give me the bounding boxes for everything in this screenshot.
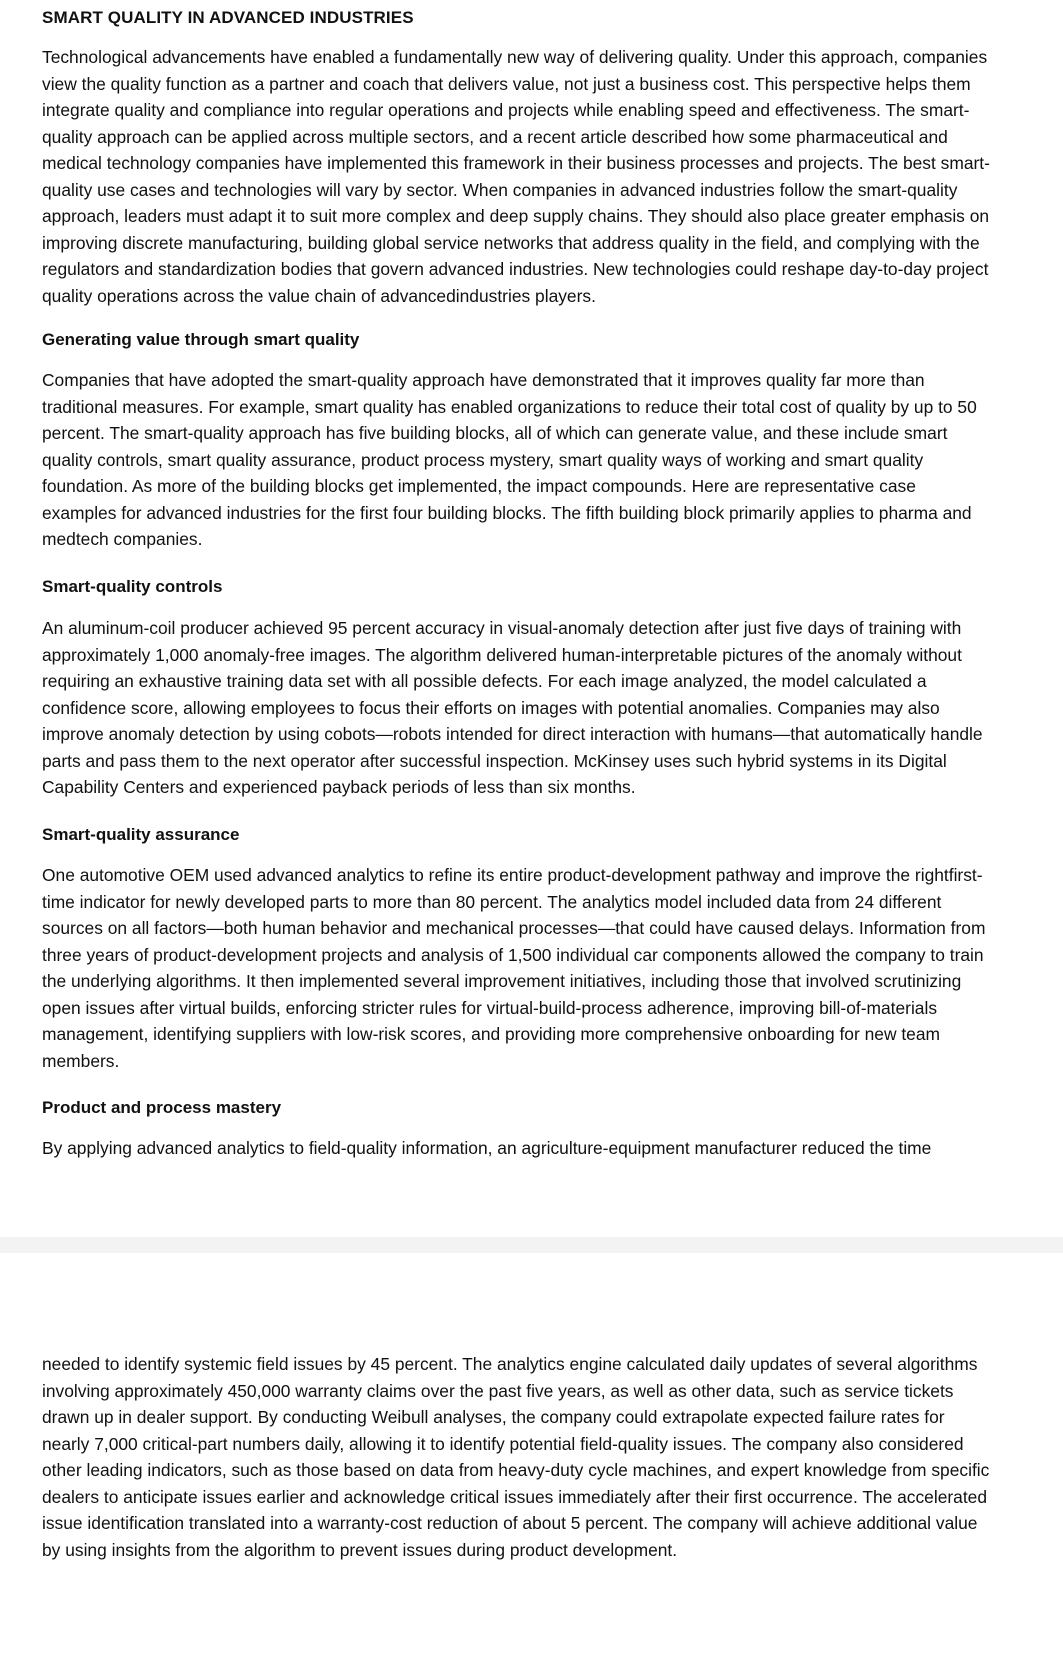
section-body-generating-value: Companies that have adopted the smart-quality approach have demonstrated that it improves quality far more than traditional measures. For example, smart quality has enabled organizations to reduce their total cost of quality by up to 50 percent. The smart-quality approach has five building blocks, all of which can generate value, and these include smart quality controls, smart quality assurance, product process mystery, smart quality ways of working and smart quality foundation. As more of the building blocks get implemented, the impact compounds. Here are representative case examples for advanced industries for the first four building blocks. The fifth building block primarily applies to pharma and medtech companies. — [42, 370, 977, 549]
section-body-product-process-mastery-continued: needed to identify systemic field issues by 45 percent. The analytics engine calculated daily updates of several algorithms involving approximately 450,000 warranty claims over the past five years, as well as other data, such as service tickets drawn up in dealer support. By conducting Weibull analyses, the company could extrapolate expected failure rates for nearly 7,000 critical-part numbers daily, allowing it to identify potential field-quality issues. The company also considered other leading indicators, such as those based on data from heavy-duty cycle machines, and expert knowledge from specific dealers to anticipate issues earlier and acknowledge critical issues immediately after their first occurrence. The accelerated issue identification translated into a warranty-cost reduction of about 5 percent. The company will achieve additional value by using insights from the algorithm to prevent issues during product development. — [42, 1354, 990, 1560]
section-heading-smart-quality-assurance: Smart-quality assurance — [42, 825, 240, 844]
section-heading-smart-quality-controls: Smart-quality controls — [42, 577, 223, 596]
section-body-smart-quality-controls: An aluminum-coil producer achieved 95 percent accuracy in visual-anomaly detection after just five days of training with approximately 1,000 anomaly-free images. The algorithm delivered human-interpretable pictures of the anomaly without requiring an exhaustive training data set with all possible defects. For each image analyzed, the model calculated a confidence score, allowing employees to focus their efforts on images with potential anomalies. Companies may also improve anomaly detection by using cobots—robots intended for direct interaction with humans—that automatically handle parts and pass them to the next operator after successful inspection. McKinsey uses such hybrid systems in its Digital Capability Centers and experienced payback periods of less than six months. — [42, 618, 983, 797]
section-heading-product-process-mastery: Product and process mastery — [42, 1098, 282, 1117]
section-body-smart-quality-assurance: One automotive OEM used advanced analytics to refine its entire product-development pathway and improve the rightfirst-time indicator for newly developed parts to more than 80 percent. The analytics model included data from 24 different sources on all factors—both human behavior and mechanical processes—that could have caused delays. Information from three years of product-development projects and analysis of 1,500 individual car components allowed the company to train the underlying algorithms. It then implemented several improvement initiatives, including those that involved scrutinizing open issues after virtual builds, enforcing stricter rules for virtual-build-process adherence, improving bill-of-materials management, identifying suppliers with low-risk scores, and providing more comprehensive onboarding for new team members. — [42, 865, 986, 1071]
page-break-divider — [0, 1237, 1063, 1253]
section-heading-generating-value: Generating value through smart quality — [42, 330, 360, 349]
document-title: SMART QUALITY IN ADVANCED INDUSTRIES — [42, 8, 414, 27]
intro-paragraph: Technological advancements have enabled a fundamentally new way of delivering quality. Under this approach, companies view the quality function as a partner and coach that delivers value, not just a business cost. This perspective helps them integrate quality and compliance into regular operations and projects while enabling speed and effectiveness. The smart-quality approach can be applied across multiple sectors, and a recent article described how some pharmaceutical and medical technology companies have implemented this framework in their business processes and projects. The best smart-quality use cases and technologies will vary by sector. When companies in advanced industries follow the smart-quality approach, leaders must adapt it to suit more complex and deep supply chains. They should also place greater emphasis on improving discrete manufacturing, building global service networks that address quality in the field, and complying with the regulators and standardization bodies that govern advanced industries. New technologies could reshape day-to-day project quality operations across the value chain of advancedindustries players. — [42, 47, 990, 306]
section-body-product-process-mastery: By applying advanced analytics to field-quality information, an agriculture-equipment manufacturer reduced the time — [42, 1138, 932, 1158]
